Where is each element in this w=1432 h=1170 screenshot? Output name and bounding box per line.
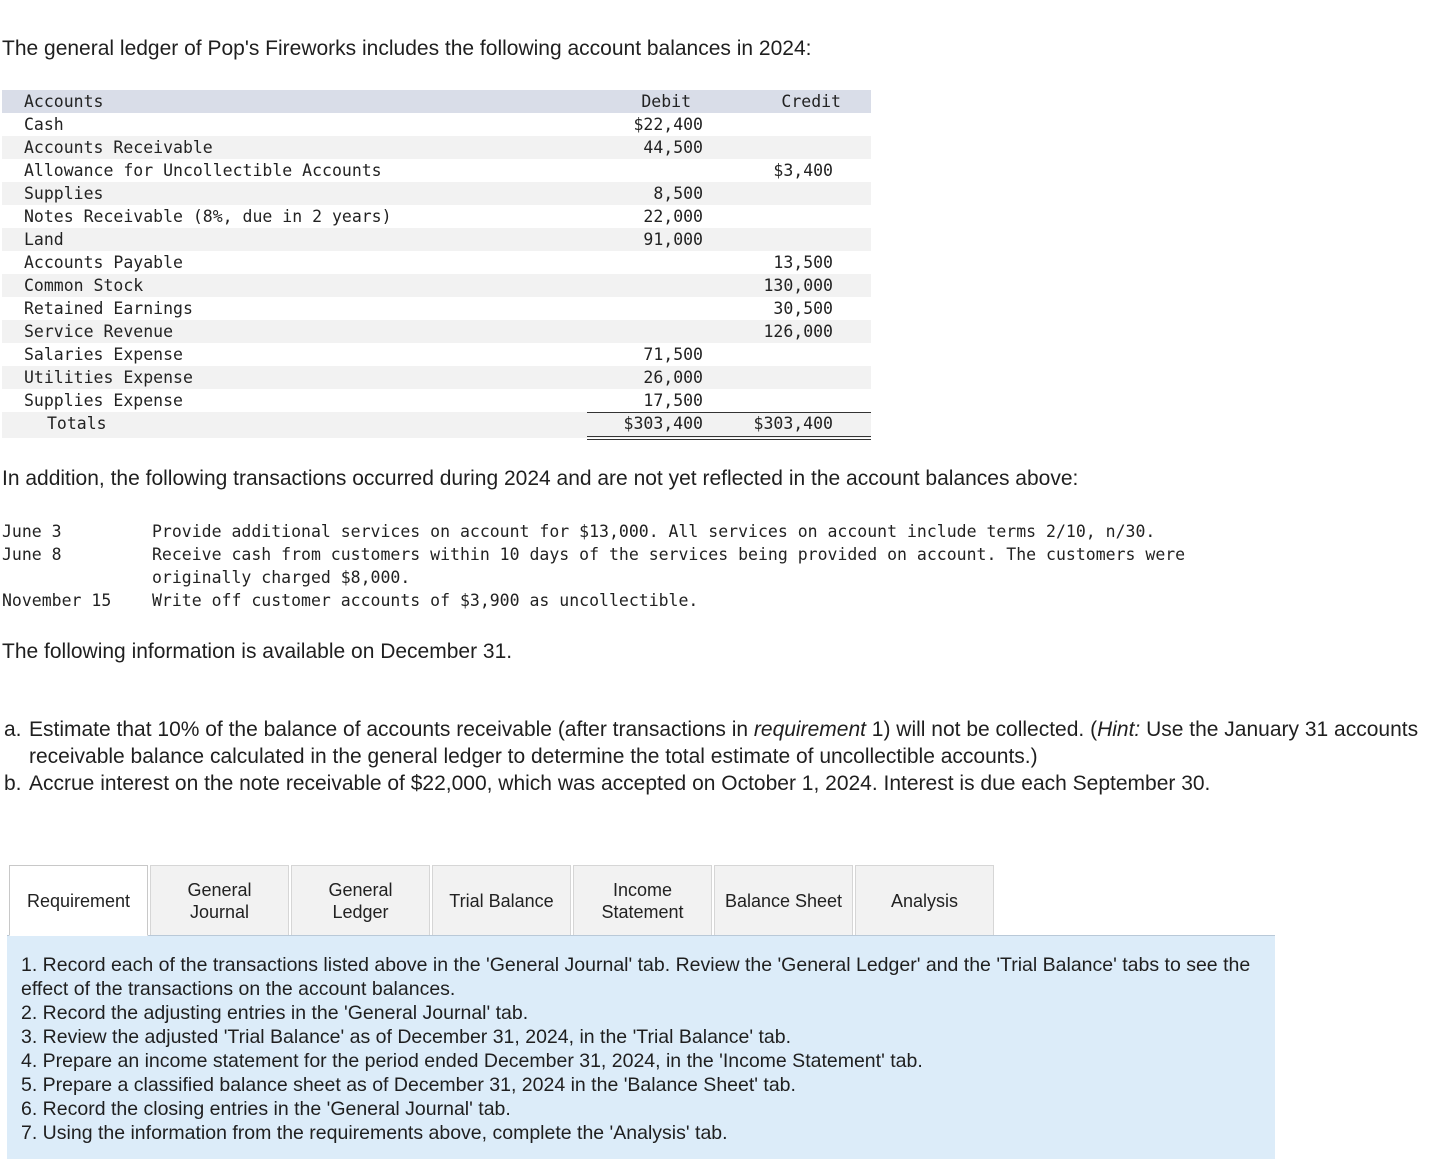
requirement-item: 7. Using the information from the requirements above, complete the 'Analysis' tab. bbox=[21, 1122, 728, 1144]
ledger-debit-value: 44,500 bbox=[643, 138, 703, 157]
requirement-item: 1. Record each of the transactions listed above in the 'General Journal' tab. Review the 'General Ledger' and the 'Trial Balance' tabs to see the effect of the transactions on the account balances. bbox=[21, 954, 1251, 1000]
ledger-table bbox=[2, 90, 871, 438]
tab-trial-balance[interactable]: Trial Balance bbox=[432, 865, 571, 936]
dec31-intro-text: The following information is available on December 31. bbox=[2, 640, 513, 663]
totals-single-rule bbox=[587, 412, 871, 413]
transaction-date: June 3 bbox=[2, 522, 62, 541]
adjustment-b bbox=[2, 770, 1422, 797]
ledger-account-name: Service Revenue bbox=[24, 322, 174, 341]
ledger-account-name: Salaries Expense bbox=[24, 345, 183, 364]
ledger-account-name: Land bbox=[24, 230, 64, 249]
ledger-header-account: Accounts bbox=[24, 92, 104, 111]
ledger-debit-value: 17,500 bbox=[643, 391, 703, 410]
ledger-totals-debit: $303,400 bbox=[623, 414, 703, 433]
ledger-debit-value: $22,400 bbox=[633, 115, 703, 134]
transaction-row bbox=[2, 543, 1422, 589]
ledger-row-salaries-expense bbox=[2, 343, 871, 366]
ledger-row-cash bbox=[2, 113, 871, 136]
requirement-tabs bbox=[9, 865, 996, 936]
ledger-row-service-revenue bbox=[2, 320, 871, 343]
adjustment-a-emphasis-1: requirement bbox=[753, 718, 866, 741]
ledger-row-utilities-expense bbox=[2, 366, 871, 389]
ledger-debit-value: 91,000 bbox=[643, 230, 703, 249]
ledger-header-debit: Debit bbox=[641, 92, 691, 111]
ledger-row-allowance-for-uncollectible-accounts bbox=[2, 159, 871, 182]
ledger-account-name: Retained Earnings bbox=[24, 299, 193, 318]
requirement-item: 2. Record the adjusting entries in the 'General Journal' tab. bbox=[21, 1002, 529, 1024]
ledger-account-name: Accounts Receivable bbox=[24, 138, 213, 157]
tab-income-statement[interactable]: Income Statement bbox=[573, 865, 712, 936]
adjustment-a-hint: Hint: bbox=[1097, 718, 1141, 741]
ledger-debit-value: 22,000 bbox=[643, 207, 703, 226]
ledger-account-name: Supplies Expense bbox=[24, 391, 183, 410]
tab-analysis[interactable]: Analysis bbox=[855, 865, 994, 936]
ledger-totals-credit: $303,400 bbox=[753, 414, 833, 433]
ledger-credit-value: 30,500 bbox=[773, 299, 833, 318]
transactions-intro-text: In addition, the following transactions occurred during 2024 and are not yet reflected in the account balances above: bbox=[2, 467, 1079, 490]
totals-double-rule bbox=[587, 436, 871, 440]
requirement-item: 6. Record the closing entries in the 'General Journal' tab. bbox=[21, 1098, 511, 1120]
ledger-row-accounts-payable bbox=[2, 251, 871, 274]
transaction-row bbox=[2, 589, 1422, 612]
ledger-row-land bbox=[2, 228, 871, 251]
ledger-debit-value: 71,500 bbox=[643, 345, 703, 364]
ledger-debit-value: 26,000 bbox=[643, 368, 703, 387]
requirement-item: 4. Prepare an income statement for the period ended December 31, 2024, in the 'Income Statement' tab. bbox=[21, 1050, 923, 1072]
ledger-credit-value: 13,500 bbox=[773, 253, 833, 272]
ledger-account-name: Common Stock bbox=[24, 276, 144, 295]
adjustments-list bbox=[2, 716, 1422, 797]
ledger-credit-value: $3,400 bbox=[773, 161, 833, 180]
transaction-description: Provide additional services on account for $13,000. All services on account include terms 2/10, n/30. bbox=[152, 522, 1156, 541]
transaction-description: Receive cash from customers within 10 days of the services being provided on account. The customers were originally charged $8,000. bbox=[152, 545, 1186, 587]
tab-general-journal[interactable]: General Journal bbox=[150, 865, 289, 936]
ledger-totals-row bbox=[2, 412, 871, 438]
tab-balance-sheet[interactable]: Balance Sheet bbox=[714, 865, 853, 936]
transaction-date: November 15 bbox=[2, 591, 112, 610]
adjustment-a-letter: a. bbox=[4, 718, 22, 741]
ledger-header-credit: Credit bbox=[781, 92, 841, 111]
ledger-row-common-stock bbox=[2, 274, 871, 297]
ledger-row-notes-receivable-8-due-in-2-years bbox=[2, 205, 871, 228]
ledger-debit-value: 8,500 bbox=[653, 184, 703, 203]
adjustment-b-letter: b. bbox=[4, 772, 22, 795]
adjustment-a bbox=[2, 716, 1422, 770]
ledger-credit-value: 126,000 bbox=[763, 322, 833, 341]
tab-requirement[interactable]: Requirement bbox=[9, 865, 148, 936]
intro-text: The general ledger of Pop's Fireworks includes the following account balances in 2024: bbox=[2, 37, 812, 60]
ledger-row-supplies-expense bbox=[2, 389, 871, 412]
transaction-description: Write off customer accounts of $3,900 as uncollectible. bbox=[152, 591, 699, 610]
ledger-account-name: Accounts Payable bbox=[24, 253, 183, 272]
ledger-row-supplies bbox=[2, 182, 871, 205]
ledger-totals-label: Totals bbox=[47, 414, 107, 433]
ledger-row-retained-earnings bbox=[2, 297, 871, 320]
ledger-body bbox=[2, 113, 871, 412]
requirement-item: 3. Review the adjusted 'Trial Balance' as of December 31, 2024, in the 'Trial Balance' tab. bbox=[21, 1026, 792, 1048]
requirement-item: 5. Prepare a classified balance sheet as of December 31, 2024 in the 'Balance Sheet' tab. bbox=[21, 1074, 796, 1096]
ledger-row-accounts-receivable bbox=[2, 136, 871, 159]
ledger-account-name: Allowance for Uncollectible Accounts bbox=[24, 161, 382, 180]
ledger-account-name: Supplies bbox=[24, 184, 104, 203]
ledger-credit-value: 130,000 bbox=[763, 276, 833, 295]
tab-general-ledger[interactable]: General Ledger bbox=[291, 865, 430, 936]
adjustment-a-text-1: Estimate that 10% of the balance of accounts receivable (after transactions in bbox=[29, 718, 754, 741]
adjustment-b-text: Accrue interest on the note receivable of $22,000, which was accepted on October 1, 2024. Interest is due each September 30. bbox=[29, 772, 1211, 795]
transaction-date: June 8 bbox=[2, 545, 62, 564]
ledger-header-row bbox=[2, 90, 871, 113]
ledger-account-name: Utilities Expense bbox=[24, 368, 193, 387]
requirements-panel bbox=[7, 935, 1275, 1159]
ledger-account-name: Cash bbox=[24, 115, 64, 134]
ledger-account-name: Notes Receivable (8%, due in 2 years) bbox=[24, 207, 392, 226]
adjustment-a-text-3: Use the January 31 accounts receivable balance calculated in the general ledger to determine the total estimate of uncollectible accounts.) bbox=[29, 718, 1419, 768]
transaction-row bbox=[2, 520, 1422, 543]
transactions-list bbox=[2, 520, 1422, 612]
adjustment-a-text-2: 1) will not be collected. ( bbox=[865, 718, 1098, 741]
